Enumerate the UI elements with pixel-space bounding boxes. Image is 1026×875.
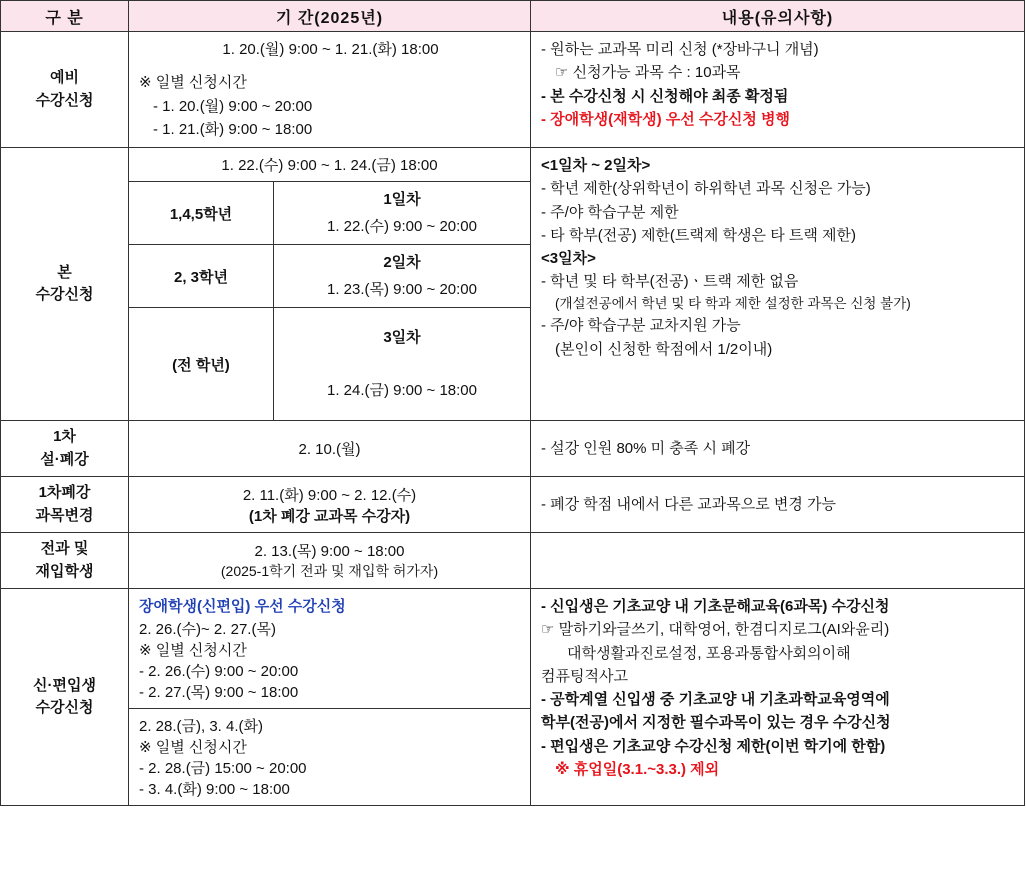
header-period: 기 간(2025년) <box>129 1 531 32</box>
table-row <box>1 589 1025 806</box>
period-title: 1. 22.(수) 9:00 ~ 1. 24.(금) 18:00 <box>221 157 438 174</box>
period-subtitle: (2025-1학기 전과 및 재입학 허가자) <box>220 563 439 579</box>
row-period-main-registration <box>129 148 531 421</box>
period-item: 2. 28.(금), 3. 4.(화) <box>139 718 264 735</box>
content-item: - 장애학생(재학생) 우선 수강신청 병행 <box>541 110 791 128</box>
period-note-head: ※ 일별 신청시간 <box>139 74 247 92</box>
content-item: - 주/야 학습구분 제한 <box>541 203 679 221</box>
row-period-transfer-readmission <box>129 533 531 589</box>
content-item: <3일차> <box>541 250 596 267</box>
row-category-new-transfer-students <box>1 589 129 806</box>
row-category-pre-registration <box>1 32 129 148</box>
category-line-2: 수강신청 <box>35 286 94 303</box>
period-item: ※ 일별 신청시간 <box>139 642 247 659</box>
content-item: 대학생활과진로설정, 포용과통합사회의이해 <box>567 644 851 662</box>
period-item: 2. 26.(수)~ 2. 27.(목) <box>139 621 276 638</box>
row-period-pre-registration <box>129 32 531 148</box>
content-item: - 주/야 학습구분 교차지원 가능 <box>541 317 741 335</box>
period-block-2 <box>129 708 530 805</box>
row-content-new-transfer-students <box>531 589 1025 806</box>
row-content-pre-registration <box>531 32 1025 148</box>
category-line-2: 재입학생 <box>35 562 94 580</box>
content-item: <1일차 ~ 2일차> <box>541 157 651 174</box>
period-note-item: - 1. 21.(화) 9:00 ~ 18:00 <box>153 120 313 138</box>
period-item: - 3. 4.(화) 9:00 ~ 18:00 <box>139 781 290 798</box>
period-block-title: 장애학생(신편입) 우선 수강신청 <box>139 598 346 615</box>
row-period-course-change <box>129 477 531 533</box>
category-line-2: 설·폐강 <box>40 450 89 468</box>
split-day-cell <box>274 245 531 308</box>
content-item: ☞ 말하기와글쓰기, 대학영어, 한겸디지로그(AI와윤리) <box>541 621 890 639</box>
period-split-row <box>129 182 530 245</box>
content-item: (개설전공에서 학년 및 타 학과 제한 설정한 과목은 신청 불가) <box>555 295 911 311</box>
content-item: - 신입생은 기초교양 내 기초문해교육(6과목) 수강신청 <box>541 598 890 615</box>
split-day-cell <box>274 182 531 245</box>
row-period-new-transfer-students <box>129 589 531 806</box>
table-header-row <box>1 1 1025 32</box>
table-row <box>1 477 1025 533</box>
period-title: 2. 11.(화) 9:00 ~ 2. 12.(수) <box>242 486 417 504</box>
split-time: 1. 24.(금) 9:00 ~ 18:00 <box>326 382 477 399</box>
content-item: 컴퓨팅적사고 <box>541 667 628 685</box>
category-line-2: 수강신청 <box>35 699 94 716</box>
period-block-1 <box>129 589 530 708</box>
split-day: 2일차 <box>383 254 421 271</box>
period-item: - 2. 26.(수) 9:00 ~ 20:00 <box>139 663 299 680</box>
split-time: 1. 23.(목) 9:00 ~ 20:00 <box>326 281 477 298</box>
split-grade: (전 학년) <box>129 308 274 421</box>
period-item: ※ 일별 신청시간 <box>139 739 247 756</box>
row-content-main-registration <box>531 148 1025 421</box>
content-item: - 본 수강신청 시 신청해야 최종 확정됨 <box>541 87 789 105</box>
split-grade: 1,4,5학년 <box>129 182 274 245</box>
category-line-1: 신·편입생 <box>33 676 96 694</box>
row-category-main-registration <box>1 148 129 421</box>
period-title: 1. 20.(월) 9:00 ~ 1. 21.(화) 18:00 <box>222 41 439 58</box>
period-title: 2. 10.(월) <box>298 441 361 458</box>
period-item: - 2. 27.(목) 9:00 ~ 18:00 <box>139 684 299 701</box>
content-item: - 공학계열 신입생 중 기초교양 내 기초과학교육영역에 <box>541 691 890 708</box>
content-item: - 타 학부(전공) 제한(트랙제 학생은 타 트랙 제한) <box>541 226 856 244</box>
split-time: 1. 22.(수) 9:00 ~ 20:00 <box>326 218 477 235</box>
row-category-first-cancel <box>1 421 129 477</box>
split-day-cell <box>274 308 531 421</box>
content-item: - 원하는 교과목 미리 신청 (*장바구니 개념) <box>541 41 819 58</box>
row-content-first-cancel <box>531 421 1025 477</box>
table-row <box>1 421 1025 477</box>
content-item: - 폐강 학점 내에서 다른 교과목으로 변경 가능 <box>541 495 836 513</box>
period-item: - 2. 28.(금) 15:00 ~ 20:00 <box>139 760 307 777</box>
period-split-table <box>129 181 530 420</box>
category-line-1: 본 <box>57 263 72 281</box>
content-item: (본인이 신청한 학점에서 1/2이내) <box>555 340 773 358</box>
content-item: - 학년 제한(상위학년이 하위학년 과목 신청은 가능) <box>541 180 871 198</box>
category-line-2: 과목변경 <box>35 506 94 524</box>
content-item: - 학년 및 타 학부(전공)ㆍ트랙 제한 없음 <box>541 273 799 291</box>
period-note-item: - 1. 20.(월) 9:00 ~ 20:00 <box>153 97 313 115</box>
content-item: 학부(전공)에서 지정한 필수과목이 있는 경우 수강신청 <box>541 714 891 732</box>
content-item: - 설강 인원 80% 미 충족 시 폐강 <box>541 439 751 457</box>
row-category-course-change <box>1 477 129 533</box>
category-line-1: 1차폐강 <box>38 484 91 501</box>
table-row <box>1 32 1025 148</box>
period-title: 2. 13.(목) 9:00 ~ 18:00 <box>254 543 405 560</box>
period-split-row <box>129 245 530 308</box>
split-grade: 2, 3학년 <box>129 245 274 308</box>
split-day: 3일차 <box>383 329 421 346</box>
category-line-2: 수강신청 <box>35 91 94 109</box>
content-item: - 편입생은 기초교양 수강신청 제한(이번 학기에 한함) <box>541 737 886 755</box>
category-line-1: 전과 및 <box>40 540 89 557</box>
table-row <box>1 533 1025 589</box>
category-line-1: 예비 <box>50 69 79 86</box>
split-day: 1일차 <box>383 191 421 208</box>
period-split-row <box>129 308 530 421</box>
row-content-transfer-readmission <box>531 533 1025 589</box>
category-line-1: 1차 <box>53 428 76 445</box>
row-category-transfer-readmission <box>1 533 129 589</box>
content-item: ※ 휴업일(3.1.~3.3.) 제외 <box>555 760 720 778</box>
row-period-first-cancel <box>129 421 531 477</box>
header-category: 구 분 <box>1 1 129 32</box>
header-content: 내용(유의사항) <box>531 1 1025 32</box>
content-item: ☞ 신청가능 과목 수 : 10과목 <box>555 64 741 82</box>
row-content-course-change <box>531 477 1025 533</box>
table-row <box>1 148 1025 421</box>
period-subtitle: (1차 폐강 교과목 수강자) <box>248 507 411 525</box>
